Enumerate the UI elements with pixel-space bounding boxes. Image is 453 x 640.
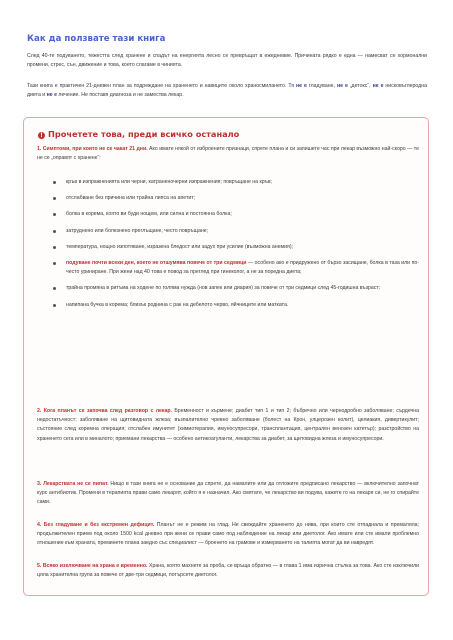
list-item (37, 194, 419, 203)
section-4-title: 4. Без гладуване и без екстремен дефицит. (37, 522, 155, 528)
section-5-title: 5. Всяко изключване на храна е временно. (37, 563, 148, 569)
list-item (37, 284, 419, 293)
list-item-text: отслабване без причина или трайна липса на апетит; (66, 195, 196, 202)
intro2-part-e: лечение. Не поставя диагноза и не замества лекар. (56, 91, 184, 98)
bullet-icon (53, 304, 56, 307)
section-3-text: Нищо в тази книга не е основание да спрете, да намалите или да отложите предписано лекарство — включително започнат курс антибиотик. Промени в терапията прави само лекарят, който я е назначил. Ако смятате, че лекарство ви подува, кажете го на лекаря си, не го спирайте сами. (37, 481, 420, 506)
intro-paragraph-1 (27, 52, 427, 69)
bullet-icon (53, 287, 56, 290)
intro2-part-c: „детокс“, (347, 83, 373, 89)
intro-paragraph-2 (27, 82, 427, 99)
section-5-text: Храна, която махнете за проба, се връща обратно — в глава 1 има изрична стълка за това. Ако сте изключили цяла хранителна група за повече от две-три седмици, потърсете диетолог. (37, 563, 419, 579)
symptom-list (37, 178, 419, 317)
bullet-icon (53, 246, 56, 249)
list-item (37, 301, 419, 310)
section-1-title: 1. Симптоми, при които не се чакат 21 дни. (37, 146, 148, 152)
section-1-text: Ако имате някой от изброените признаци, спрете плана и си запишете час при лекар възможно най-скоро — те не се „оправят с хранене“: (37, 146, 419, 162)
bullet-icon (53, 213, 56, 216)
warning-icon: ! (38, 132, 45, 139)
emphasis-not-3: не е (372, 83, 384, 89)
warning-title-text: Прочетете това, преди всичко останало (48, 129, 240, 139)
emphasis-not-1: не е (295, 83, 307, 89)
list-item-text: температура, нощно изпотяване, изразена бледост или задух при усилие (възможна анемия); (66, 243, 294, 250)
section-5 (37, 562, 419, 580)
intro2-part-b: гладуване, (306, 83, 337, 89)
section-3 (37, 480, 419, 508)
list-item-text: напипана бучка в корема; близък роднина с рак на дебелото черво, яйчниците или матката. (66, 301, 289, 308)
intro2-part-d: нисковъглеродна диета и (27, 83, 427, 98)
intro-text-1: След 40-те подуването, тежестта след хранене и спадът на енергията лесно се превръщат в ежедневие. Причината рядко е една — намесват се хормонални промени, стрес, сън, движение и това, което слагаме в чинията. (27, 53, 427, 68)
section-4-text: Планът не е режим на глад. Не свеждайте храненето до нива, при които сте отпаднала и премаляла; продължителен прием под около 1500 kcal дневно при жени се прави само под наблюдение на лекар или диетолог. Ако имате или сте имали проблемно отношение към храната, преминете плана заедно със специалист — броенето на грамове и измерването на талията могат да ви навредят. (37, 522, 420, 547)
section-heading: Как да ползвате тази книга (27, 34, 166, 44)
bullet-icon (53, 230, 56, 233)
bullet-icon (53, 262, 56, 265)
section-1 (37, 145, 419, 163)
section-4 (37, 521, 419, 549)
section-2 (37, 407, 419, 444)
warning-box-title (38, 129, 239, 139)
list-item-text: — особено ако е придружено от бързо засищане, болка в таза или по-често уриниране. При жени над 40 това е повод за преглед при гинеколог, а не за поредна диета; (66, 260, 419, 276)
intro-text-2 (27, 82, 427, 99)
list-item-text: кръв в изпражненията или черни, катраненочерни изпражнения; повръщане на кръв; (66, 179, 273, 185)
emphasis-not-4: не е (46, 91, 57, 98)
section-2-text: Бременност и кърмене; диабет тип 1 и тип 2; бъбречно или чернодробно заболяване; сърдечна недостатъчност; заболяване на щитовидната жлеза; възпалително чревно заболяване (болест на Крон, улцерозен колит), целиакия, дивертикулит; състояние след коремна операция; отслабен имунитет (химиотерапия, имуносупресори, трансплантация, централен венозен катетър); разстройство на храненето сега или в миналото; приемани лекарства — особено антикоагуланти, лекарства за диабет, за щитовидна жлеза и имуносупресори. (37, 408, 419, 442)
bullet-icon (53, 197, 56, 200)
section-2-title: 2. Кога планът се започва след разговор с лекар. (37, 408, 172, 414)
list-item-highlight: подуване почти всеки ден, което не отшумява повече от три седмици (66, 260, 247, 267)
bullet-icon (53, 181, 56, 184)
section-3-title: 3. Лекарствата не се пипат. (37, 481, 109, 487)
list-item (37, 259, 419, 277)
list-item (37, 227, 419, 236)
list-item (37, 243, 419, 252)
list-item (37, 178, 419, 187)
warning-box (23, 117, 429, 596)
intro2-part-a: Тази книга е практичен 21-дневен план за подреждане на храненето и навиците около храносмилането. Тя (27, 83, 296, 89)
list-item-text: затруднено или болезнено преглъщане, често повръщане; (66, 227, 209, 234)
list-item-text: трайна промяна в ритъма на ходене по голяма нужда (нов запек или диария) за повече от три седмици след 45-годишна възраст; (66, 285, 381, 292)
list-item-text: болка в корема, която ви буди нощем, или силна и постоянна болка; (66, 211, 232, 218)
emphasis-not-2: не е (336, 83, 348, 89)
list-item (37, 210, 419, 219)
